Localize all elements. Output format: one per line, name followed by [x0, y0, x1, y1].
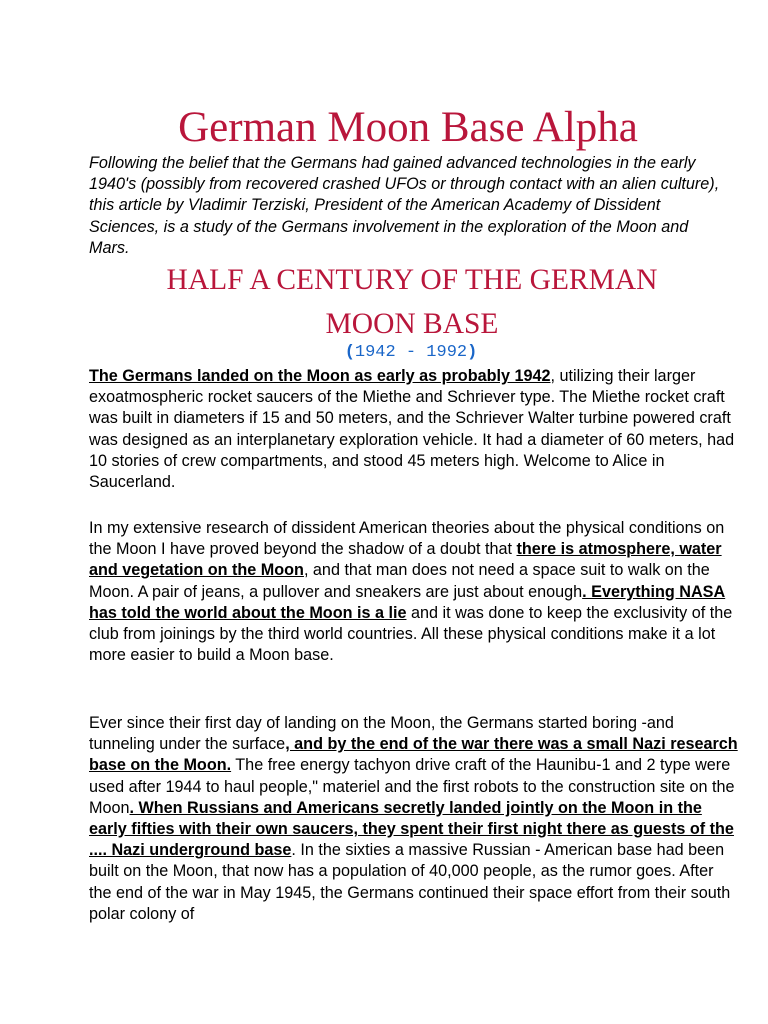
body-text: , and that man does not need a space suit to walk on the Moon. A pair of jeans, a pullover and sneakers are just about enough — [89, 561, 710, 601]
emphasis-text: there is atmosphere, water and vegetation on the Moon — [89, 540, 722, 580]
emphasis-text: . When Russians and Americans secretly landed jointly on the Moon in the early fifties with their own saucers, they spent their first night there as guests of the .... Nazi underground base — [89, 798, 734, 860]
body-text: The free energy tachyon drive craft of the Haunibu-1 and 2 type were used after 1944 to haul people," materiel and the first robots to the construction site on the Moon — [89, 756, 735, 817]
emphasis-text: . Everything NASA has told the world about the Moon is a lie — [89, 582, 726, 622]
body-paragraph-3 — [89, 713, 739, 925]
subheading-line-1: HALF A CENTURY OF THE GERMAN — [166, 264, 658, 296]
year-range-text: 1942 - 1992 — [354, 343, 468, 362]
body-text: and it was done to keep the exclusivity of the club from joinings by the third world countries. All these physical conditions make it a lot more easier to build a Moon base. — [89, 603, 733, 665]
year-range-open-paren: ( — [344, 343, 355, 362]
intro-paragraph: Following the belief that the Germans had gained advanced technologies in the early 1940's (possibly from recovered crashed UFOs or through contact with an alien culture), this article by Vladimir Terziski, President of the American Academy of Dissident Sciences, is a study of the Germans involvement in the exploration of the Moon and Mars. — [89, 154, 720, 257]
body-text: In my extensive research of dissident American theories about the physical conditions on the Moon I have proved beyond the shadow of a doubt that — [89, 519, 725, 559]
body-text: . In the sixties a massive Russian - American base had been built on the Moon, that now has a population of 40,000 people, as the rumor goes. After the end of the war in May 1945, the Germans continued their space effort from their south polar colony of — [89, 841, 731, 923]
body-text: , utilizing their larger exoatmospheric rocket saucers of the Miethe and Schriever type. The Miethe rocket craft was built in diameters if 15 and 50 meters, and the Schriever Walter turbine powered craft was designed as an interplanetary exploration vehicle. It had a diameter of 60 meters, had 10 stories of crew compartments, and stood 45 meters high. Welcome to Alice in Saucerland. — [89, 367, 735, 492]
emphasis-text: , and by the end of the war there was a small Nazi research base on the Moon. — [89, 735, 738, 775]
body-paragraph-1 — [89, 366, 739, 493]
body-text: Ever since their first day of landing on the Moon, the Germans started boring -and tunneling under the surface — [89, 714, 674, 754]
emphasis-text: The Germans landed on the Moon as early as probably 1942 — [89, 367, 551, 385]
year-range-close-paren: ) — [467, 343, 478, 362]
year-range — [0, 341, 768, 365]
body-paragraph-2 — [89, 518, 739, 666]
document-title: German Moon Base Alpha — [178, 104, 638, 151]
subheading-line-2: MOON BASE — [325, 308, 499, 340]
